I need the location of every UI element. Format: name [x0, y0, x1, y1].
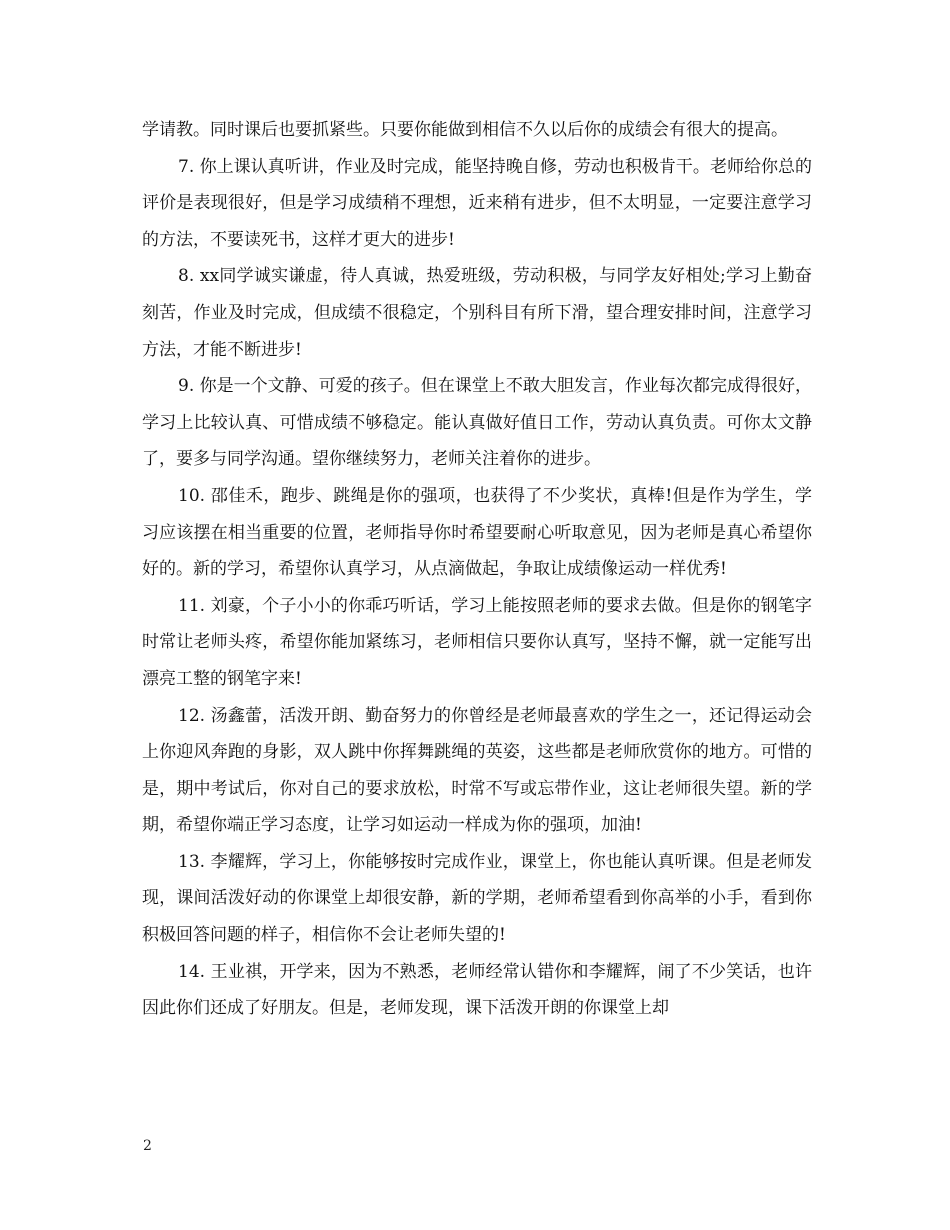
comment-paragraph-7: 7. 你上课认真听讲，作业及时完成，能坚持晚自修，劳动也积极肯干。老师给你总的评价是表现很好，但是学习成绩稍不理想，近来稍有进步，但不太明显，一定要注意学习的方法，不要读死书，这样才更大的进步!	[142, 156, 812, 250]
comment-paragraph-11: 11. 刘豪，个子小小的你乖巧听话，学习上能按照老师的要求去做。但是你的钢笔字时常让老师头疼，希望你能加紧练习，老师相信只要你认真写，坚持不懈，就一定能写出漂亮工整的钢笔字来!	[142, 595, 812, 689]
paragraph-continuation: 学请教。同时课后也要抓紧些。只要你能做到相信不久以后你的成绩会有很大的提高。	[142, 120, 788, 140]
comment-paragraph-13: 13. 李耀辉，学习上，你能够按时完成作业，课堂上，你也能认真听课。但是老师发现，课间活泼好动的你课堂上却很安静，新的学期，老师希望看到你高举的小手，看到你积极回答问题的样子，相信你不会让老师失望的!	[142, 851, 812, 946]
comment-paragraph-14: 14. 王业祺，开学来，因为不熟悉，老师经常认错你和李耀辉，闹了不少笑话，也许因此你们还成了好朋友。但是，老师发现，课下活泼开朗的你课堂上却	[142, 961, 812, 1019]
page-number: 2	[143, 1138, 152, 1154]
comment-paragraph-8: 8. xx同学诚实谦虚，待人真诚，热爱班级，劳动积极，与同学友好相处;学习上勤奋刻苦，作业及时完成，但成绩不很稳定，个别科目有所下滑，望合理安排时间，注意学习方法，才能不断进步!	[142, 266, 812, 360]
comment-paragraph-10: 10. 邵佳禾，跑步、跳绳是你的强项，也获得了不少奖状，真棒!但是作为学生，学习应该摆在相当重要的位置，老师指导你时希望要耐心听取意见，因为老师是真心希望你好的。新的学习，希望你认真学习，从点滴做起，争取让成绩像运动一样优秀!	[142, 485, 812, 580]
comment-paragraph-9: 9. 你是一个文静、可爱的孩子。但在课堂上不敢大胆发言，作业每次都完成得很好，学习上比较认真、可惜成绩不够稳定。能认真做好值日工作，劳动认真负责。可你太文静了，要多与同学沟通。望你继续努力，老师关注着你的进步。	[142, 376, 812, 470]
document-body	[142, 112, 812, 1027]
comment-paragraph-12: 12. 汤鑫蕾，活泼开朗、勤奋努力的你曾经是老师最喜欢的学生之一，还记得运动会上你迎风奔跑的身影，双人跳中你挥舞跳绳的英姿，这些都是老师欣赏你的地方。可惜的是，期中考试后，你对自己的要求放松，时常不写或忘带作业，这让老师很失望。新的学期，希望你端正学习态度，让学习如运动一样成为你的强项，加油!	[142, 705, 812, 836]
